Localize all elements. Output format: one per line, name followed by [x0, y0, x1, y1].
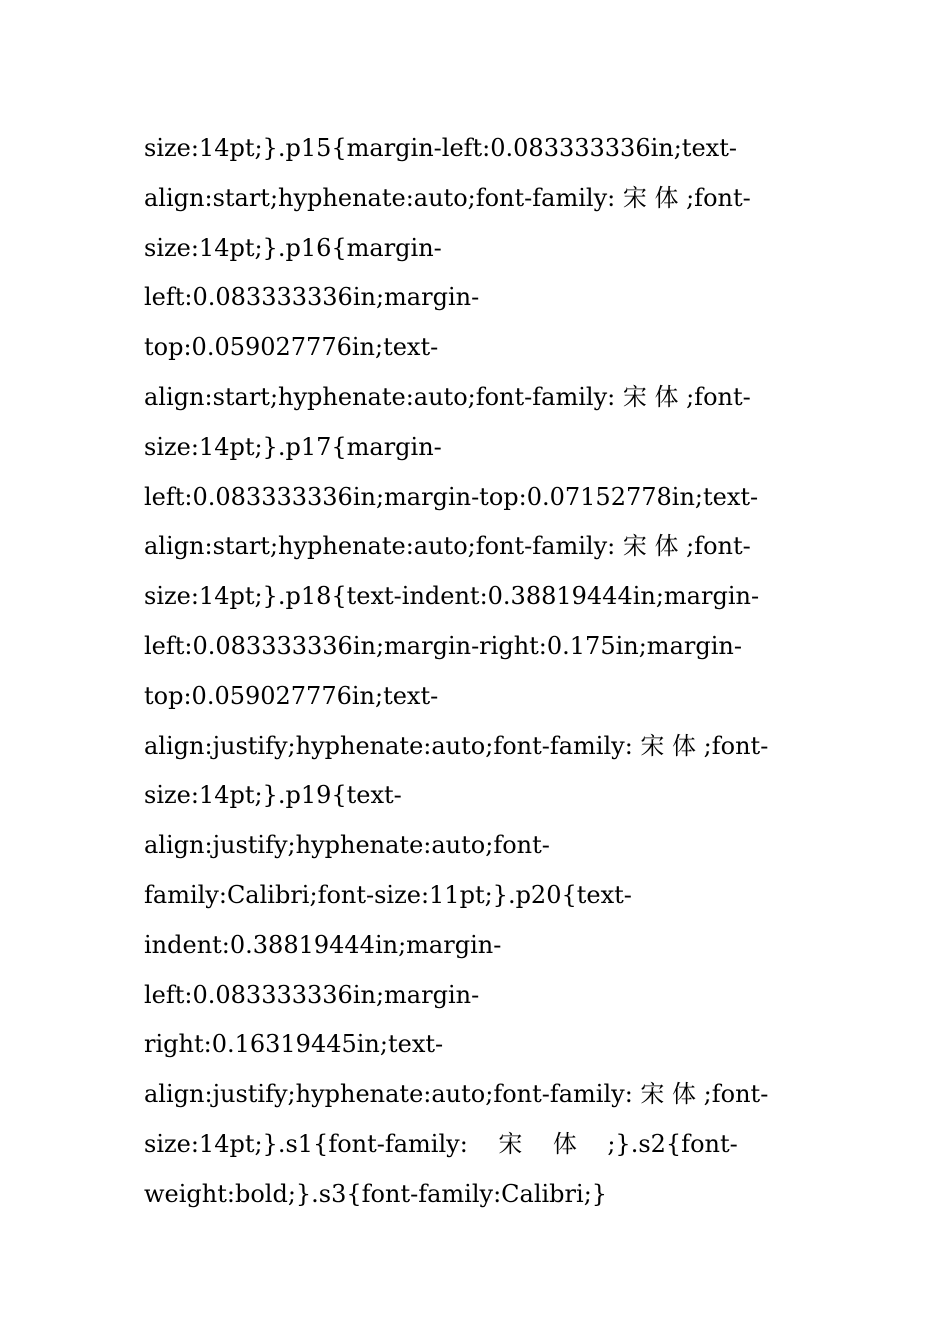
text-line: align:start;hyphenate:auto;font-family: 宋 体 ;font- [144, 382, 751, 411]
text-line: left:0.083333336in;margin-top:0.07152778in;text- [144, 482, 759, 511]
text-line: size:14pt;}.p17{margin- [144, 432, 442, 461]
text-line: align:justify;hyphenate:auto;font- [144, 831, 550, 860]
text-line: top:0.059027776in;text- [144, 681, 439, 710]
text-line: left:0.083333336in;margin- [144, 283, 480, 312]
text-line: size:14pt;}.p18{text-indent:0.38819444in;margin- [144, 582, 760, 611]
text-line: align:start;hyphenate:auto;font-family: 宋 体 ;font- [144, 183, 751, 212]
text-line: align:justify;hyphenate:auto;font-family: 宋 体 ;font- [144, 731, 769, 760]
text-line: weight:bold;}.s3{font-family:Calibri;} [144, 1179, 608, 1208]
text-line: size:14pt;}.p15{margin-left:0.083333336in;text- [144, 134, 737, 162]
text-line: left:0.083333336in;margin- [144, 980, 480, 1009]
text-line: size:14pt;}.p19{text- [144, 781, 402, 810]
text-line: left:0.083333336in;margin-right:0.175in;margin- [144, 631, 742, 660]
text-line: size:14pt;}.p16{margin- [144, 233, 442, 262]
text-line: top:0.059027776in;text- [144, 333, 439, 362]
text-line: right:0.16319445in;text- [144, 1030, 444, 1059]
text-line: indent:0.38819444in;margin- [144, 930, 502, 959]
text-line: align:start;hyphenate:auto;font-family: 宋 体 ;font- [144, 532, 751, 561]
document-body [144, 124, 824, 1220]
text-line: size:14pt;}.s1{font-family: 宋 体 ;}.s2{font- [144, 1129, 738, 1158]
text-line: align:justify;hyphenate:auto;font-family: 宋 体 ;font- [144, 1080, 769, 1109]
text-line: family:Calibri;font-size:11pt;}.p20{text- [144, 880, 632, 909]
